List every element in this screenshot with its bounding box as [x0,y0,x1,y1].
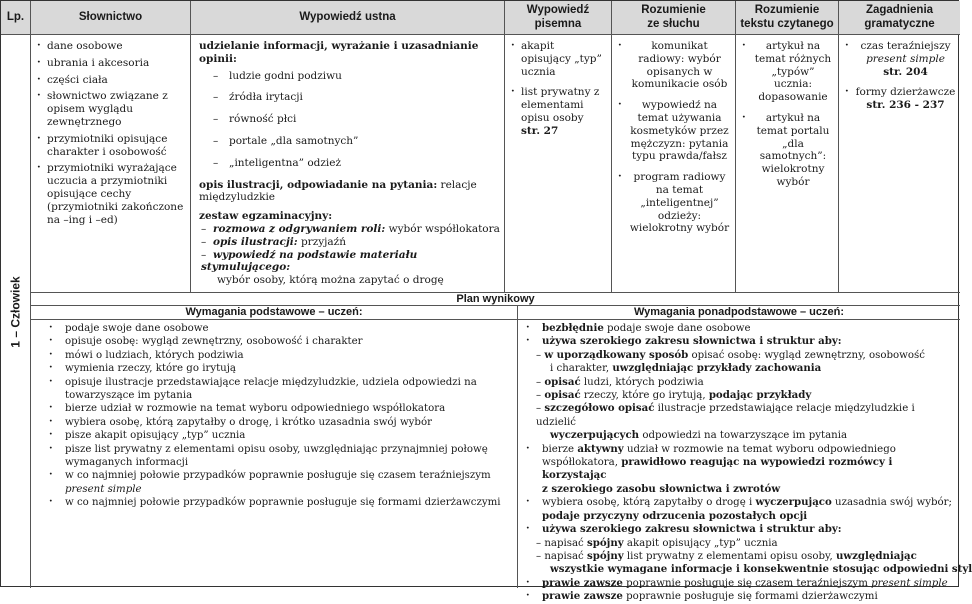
advanced-requirements-list-3 [520,496,956,509]
adv-emph: aktywny [577,442,624,455]
adv-text: poprawnie posługuje się czasem teraźniejszym [622,577,872,589]
oral-topic: – ludzie godni podziwu [213,70,500,83]
adv-emph: spójny [587,536,624,549]
listening-item: · komunikat radiowy: wybór opisanych w komunikacie osób [616,40,731,91]
adv-text: ludzi, których podziwia [580,376,704,388]
adv-req-item [520,496,956,509]
oral-section-exam: zestaw egzaminacyjny: [199,210,333,223]
adv-emph: uwzględniając [835,549,917,562]
header-vocabulary: Słownictwo [31,1,191,35]
basic-req-item [43,469,513,496]
grammar-item [843,86,956,112]
adv-emph: wyczerpująco [755,496,832,509]
adv-sub-cont: wszystkie wymagane informacje i konsekwentnie stosując odpowiedni styl [550,563,972,576]
listening-item: · wypowiedź na temat używania kosmetyków przez mężczyzn: pytania typu prawda/fałsz [616,99,731,163]
adv-text: bierze [542,443,578,455]
unit-label: 1 – Człowiek [8,275,23,348]
grammar-item-tense: present simple [866,52,945,65]
adv-sub-cont [520,362,956,375]
adv-sub-cont [520,429,956,442]
adv-text: napisać [544,537,588,549]
basic-req-item: · bierze udział w rozmowie na temat wyboru odpowiedniego współlokatora [43,402,513,415]
adv-req-item [520,443,956,456]
oral-cell [191,35,505,292]
header-listening-line1: Rozumienie [641,4,706,17]
vocab-item: · dane osobowe [35,40,186,53]
adv-emph: szczegółowo opisać [544,402,655,415]
adv-req-item: · używa szerokiego zakresu słownictwa i struktur aby: [520,523,956,536]
header-lp: Lp. [1,1,31,35]
written-page-ref: str. 27 [521,124,559,137]
basic-req-item: · w co najmniej połowie przypadków poprawnie posługuje się formami dzierżawczymi [43,496,513,509]
basic-req-item-text: w co najmniej połowie przypadków poprawnie posługuje się czasem teraźniejszym [65,470,491,482]
adv-sub-item: – szczegółowo opisać ilustracje przedstawiające relacje międzyludzkie i udzielić [536,402,915,428]
adv-sub-item: – opisać ludzi, których podziwia [536,375,704,388]
header-written [505,1,612,35]
oral-section-opinions: udzielanie informacji, wyrażanie i uzasadnianie opinii: [199,40,479,65]
exam-item-illustration: – opis ilustracji: przyjaźń [201,235,346,248]
adv-emph: w uporządkowany sposób [544,348,689,361]
header-reading-line2: tekstu czytanego [740,17,834,30]
exam-stimulus-text: wybór osoby, którą można zapytać o drogę [217,274,444,287]
advanced-requirements-cell [518,320,972,603]
adv-text: ilustracje przedstawiające relacje międzyludzkie i udzielić [536,403,915,428]
vocabulary-cell [31,35,191,292]
header-listening-line2: ze słuchu [647,17,700,30]
grammar-item-text: formy dzierżawcze [855,86,956,99]
adv-emph: podając przykłady [708,389,812,402]
vocab-item: · słownictwo związane z opisem wyglądu zewnętrznego [35,90,186,128]
adv-text: list prywatny z elementami opisu osoby, [623,550,836,562]
adv-text: i charakter, [550,363,613,375]
adv-sub-item: – napisać spójny list prywatny z elementami opisu osoby, uwzględniając [536,549,917,562]
adv-emph: wyczerpujących [550,429,640,442]
written-item: · akapit opisujący „typ” ucznia [509,40,607,78]
reading-cell [736,35,839,292]
oral-topic: – portale „dla samotnych” [213,135,500,148]
oral-exam-list [199,223,500,287]
basic-req-item: · pisze akapit opisujący „typ” ucznia [43,429,513,442]
advanced-requirements-list [520,322,956,349]
adv-emph: prawidłowo reagując na wypowiedzi rozmówcy i korzystając [542,456,893,482]
reading-item: · artykuł na temat różnych „typów” ucznia: dopasowanie [740,40,834,104]
adv-emph: bezbłędnie [542,322,604,334]
grammar-list [843,40,956,112]
written-cell [505,35,612,292]
vocab-item: · przymiotniki wyrażające uczucia a przymiotniki opisujące cechy (przymiotniki zakończone na –ing i –ed) [35,162,186,226]
basic-req-item: · opisuje ilustracje przedstawiające relacje międzyludzkie, udziela odpowiedzi na towarzyszące im pytania [43,376,513,403]
grammar-page-ref: str. 236 - 237 [866,99,945,112]
adv-sub-item: – napisać spójny akapit opisujący „typ” ucznia [536,536,778,549]
reading-item: · artykuł na temat portalu „dla samotnych”: wielokrotny wybór [740,112,834,189]
vocabulary-list [35,40,186,226]
header-reading-line1: Rozumienie [754,4,820,17]
vocab-item: · przymiotniki opisujące charakter i osobowość [35,133,186,159]
basic-req-item: · pisze list prywatny z elementami opisu osoby, uwzględniając przynajmniej połowę wymaganych informacji [43,443,513,470]
adv-emph: prawie zawsze [542,576,623,589]
vocab-item: · ubrania i akcesoria [35,57,186,70]
advanced-requirements-list-2 [520,443,956,456]
oral-illustration-label: opis ilustracji, odpowiadanie na pytania: [199,178,438,191]
exam-roleplay-text: wybór współlokatora [385,222,500,235]
adv-req-item [520,577,956,590]
adv-tense: present simple [871,577,948,589]
listening-item: · program radiowy na temat „inteligentnej” odzieży: wielokrotny wybór [616,171,731,235]
adv-cont [520,456,956,483]
exam-roleplay-label: rozmowa z odgrywaniem roli: [212,222,386,235]
basic-req-item: · mówi o ludziach, których podziwia [43,349,513,362]
adv-text: napisać [544,550,588,562]
grammar-item [843,40,956,78]
written-list [509,40,607,138]
basic-requirements-title: Wymagania podstawowe – uczeń: [31,306,518,320]
written-item-text: list prywatny z elementami opisu osoby [521,86,600,124]
adv-text: udział w rozmowie na temat wyboru odpowiedniego [623,443,896,455]
written-item [509,86,607,137]
advanced-requirements-list-5 [520,577,956,604]
plan-title: Plan wynikowy [31,292,960,306]
basic-req-item: · wybiera osobę, którą zapytałby o drogę, i krótko uzasadnia swój wybór [43,416,513,429]
basic-req-item-tense: present simple [65,483,142,495]
adv-req-item: · używa szerokiego zakresu słownictwa i struktur aby: [520,335,956,348]
adv-text: podaje swoje dane osobowe [603,323,751,334]
header-written-line1: Wypowiedź [526,4,590,17]
advanced-requirements-title: Wymagania ponadpodstawowe – uczeń: [518,306,960,320]
adv-text: akapit opisujący „typ” ucznia [623,537,778,549]
adv-cont: podaje przyczyny odrzucenia pozostałych opcji [542,509,808,522]
oral-topic: – źródła irytacji [213,91,500,104]
header-written-line2: pisemna [534,17,582,30]
oral-section-illustration [199,179,500,205]
adv-emph: spójny [587,549,624,562]
adv-text: rzeczy, które go irytują, [580,390,709,402]
basic-req-item: · wymienia rzeczy, które go irytują [43,362,513,375]
adv-text: wybiera osobę, którą zapytałby o drogę i [542,497,756,509]
header-oral: Wypowiedź ustna [191,1,505,35]
grammar-cell [839,35,960,292]
advanced-requirements-list-4 [520,523,956,536]
header-grammar-line1: Zagadnienia [865,4,934,17]
oral-topic: – równość płci [213,113,500,126]
adv-req-item [520,322,956,335]
header-grammar-line2: gramatyczne [864,17,935,30]
header-grammar [839,1,960,35]
exam-illustration-text: przyjaźń [297,235,346,248]
basic-req-item: · podaje swoje dane osobowe [43,322,513,335]
unit-label-cell [1,35,31,588]
exam-item-roleplay: – rozmowa z odgrywaniem roli: wybór współlokatora [201,222,500,235]
oral-illustration-text: relacje międzyludzkie [199,178,477,204]
header-reading [736,1,839,35]
adv-text: poprawnie posługuje się formami dzierżawczymi [622,591,878,603]
adv-emph: uwzględniając przykłady zachowania [612,362,822,375]
adv-req-item [520,590,956,603]
header-listening [612,1,736,35]
adv-text: współlokatora, [542,457,622,469]
adv-emph: opisać [544,375,581,388]
adv-text: opisać osobę: wygląd zewnętrzny, osobowość [688,349,925,361]
adv-emph: opisać [544,389,581,402]
vocab-item: · części ciała [35,74,186,87]
reading-list [740,40,834,189]
adv-cont: z szerokiego zasobu słownictwa i zwrotów [542,482,781,495]
grammar-item-text: czas teraźniejszy [860,40,951,52]
listening-cell [612,35,736,292]
basic-req-item: · opisuje osobę: wygląd zewnętrzny, osobowość i charakter [43,335,513,348]
exam-stimulus-label: wypowiedź na podstawie materiału stymulującego: [201,248,418,274]
adv-text: uzasadnia swój wybór; [831,497,952,509]
oral-topic: – „inteligentna” odzież [213,157,500,170]
basic-requirements-list [43,322,513,510]
grammar-page-ref: str. 204 [883,65,928,78]
basic-requirements-cell [31,320,518,588]
listening-list [616,40,731,235]
exam-item-stimulus: – wypowiedź na podstawie materiału stymulującego: [201,248,418,274]
exam-illustration-label: opis ilustracji: [212,235,298,248]
oral-topics-list [199,70,500,170]
adv-text: odpowiedzi na towarzyszące im pytania [639,430,848,442]
adv-sub-item: – w uporządkowany sposób opisać osobę: wygląd zewnętrzny, osobowość [536,348,925,361]
adv-sub-item: – opisać rzeczy, które go irytują, podając przykłady [536,389,812,402]
adv-emph: prawie zawsze [542,590,623,603]
